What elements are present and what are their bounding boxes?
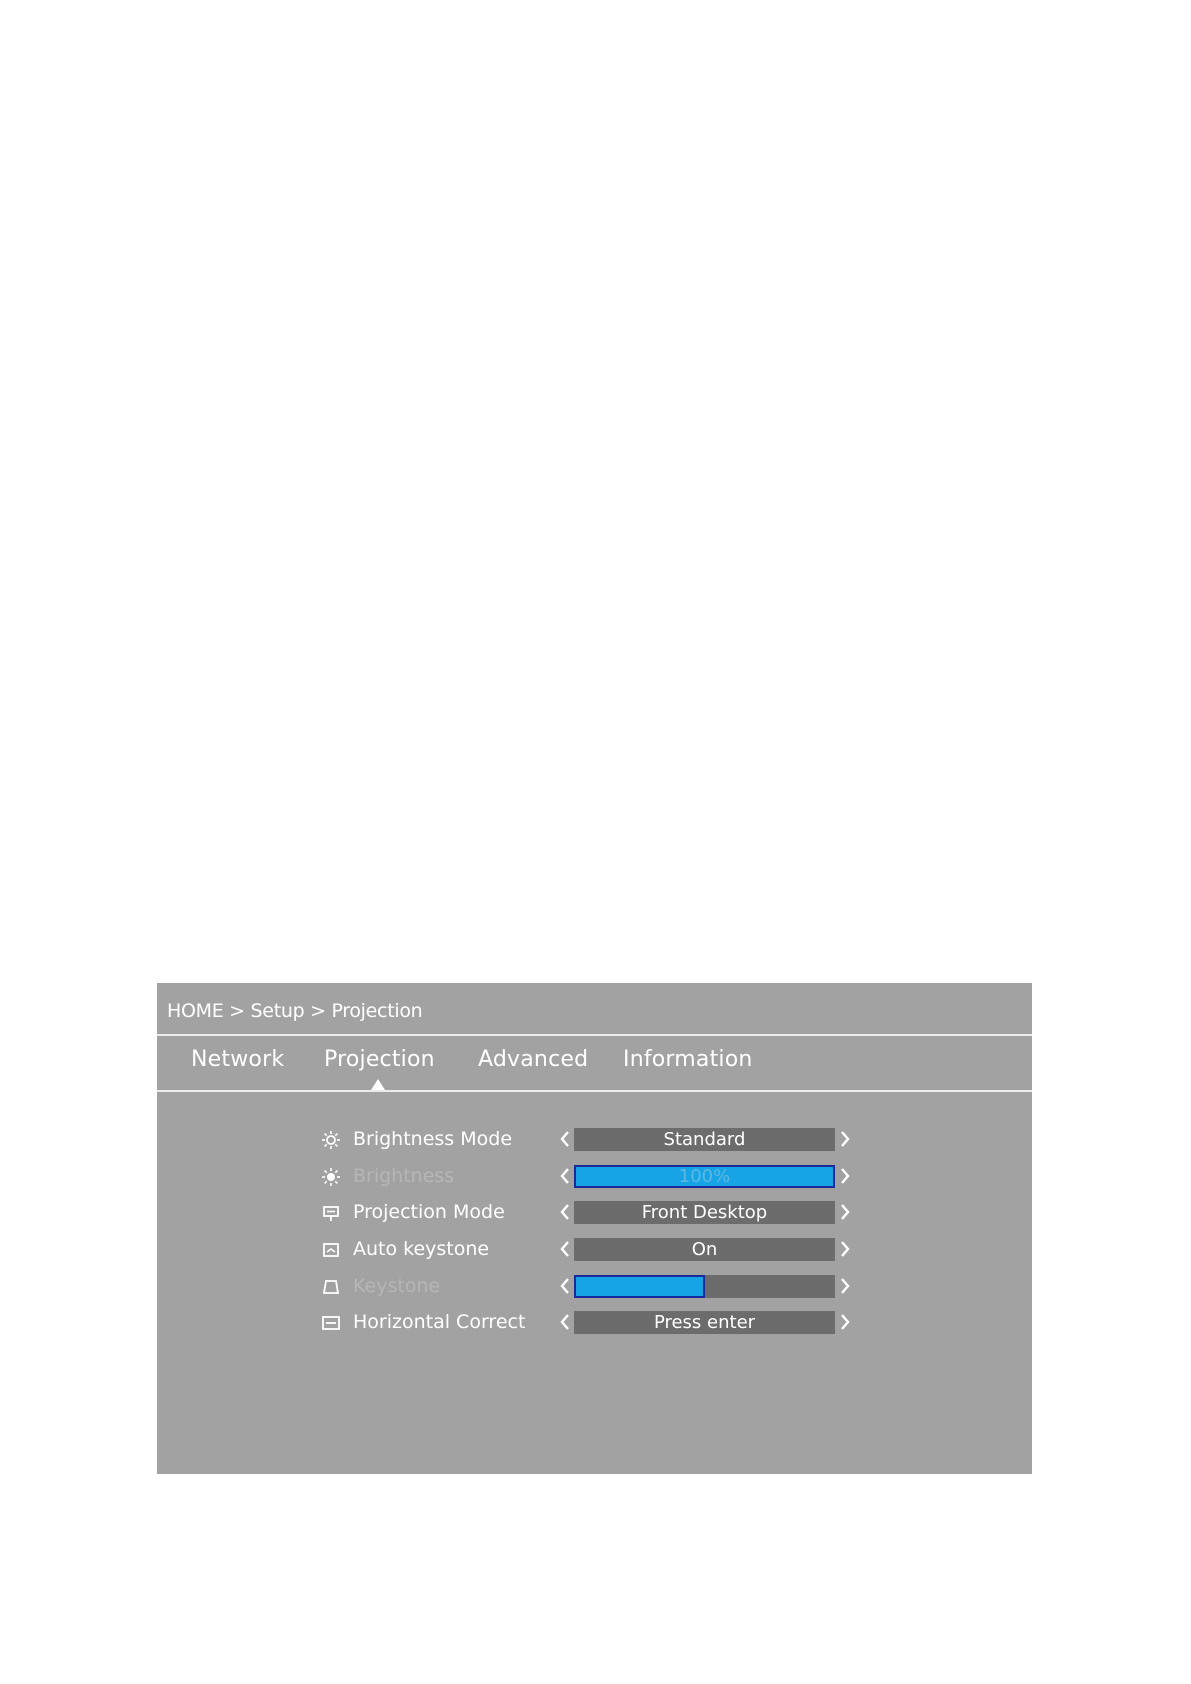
chevron-left-icon[interactable] — [558, 1311, 572, 1333]
setting-value: Front Desktop — [641, 1202, 768, 1223]
tab-advanced[interactable]: Advanced — [478, 1047, 589, 1072]
setting-row-projection-mode[interactable] — [157, 1200, 1032, 1226]
setting-label: Keystone — [353, 1275, 441, 1297]
chevron-right-icon[interactable] — [838, 1201, 852, 1223]
tab-network[interactable]: Network — [191, 1047, 285, 1072]
setting-label: Horizontal Correct — [353, 1311, 526, 1333]
chevron-left-icon[interactable] — [558, 1238, 572, 1260]
tab-projection[interactable]: Projection — [324, 1047, 435, 1072]
slider-value: 100% — [678, 1166, 731, 1187]
setting-value: Standard — [663, 1129, 746, 1150]
brightness-slider[interactable] — [574, 1165, 835, 1188]
tabs-divider — [157, 1090, 1032, 1092]
setting-label: Auto keystone — [353, 1238, 490, 1260]
setting-row-auto-keystone[interactable] — [157, 1237, 1032, 1263]
projection-mode-value[interactable] — [574, 1201, 835, 1224]
header-divider — [157, 1034, 1032, 1036]
chevron-right-icon[interactable] — [838, 1128, 852, 1150]
setting-label: Brightness — [353, 1165, 455, 1187]
horizontal-correct-icon — [321, 1313, 341, 1333]
brightness-mode-value[interactable] — [574, 1128, 835, 1151]
horizontal-correct-value[interactable] — [574, 1311, 835, 1334]
keystone-icon — [321, 1240, 341, 1260]
slider-fill — [574, 1275, 705, 1298]
projector-icon — [321, 1203, 341, 1223]
chevron-right-icon[interactable] — [838, 1165, 852, 1187]
chevron-right-icon[interactable] — [838, 1275, 852, 1297]
sun-icon — [321, 1167, 341, 1187]
setting-row-brightness[interactable] — [157, 1164, 1032, 1190]
breadcrumb: HOME > Setup > Projection — [167, 1000, 423, 1022]
setting-row-keystone[interactable] — [157, 1274, 1032, 1300]
auto-keystone-value[interactable] — [574, 1238, 835, 1261]
chevron-left-icon[interactable] — [558, 1165, 572, 1187]
chevron-left-icon[interactable] — [558, 1275, 572, 1297]
keystone-slider[interactable] — [574, 1275, 835, 1298]
setting-row-horizontal-correct[interactable] — [157, 1310, 1032, 1336]
setting-row-brightness-mode[interactable] — [157, 1127, 1032, 1153]
chevron-left-icon[interactable] — [558, 1128, 572, 1150]
projector-settings-screen — [157, 983, 1032, 1474]
chevron-right-icon[interactable] — [838, 1238, 852, 1260]
setting-label: Projection Mode — [353, 1201, 505, 1223]
tab-information[interactable]: Information — [623, 1047, 753, 1072]
setting-value: On — [691, 1239, 718, 1260]
sun-icon — [321, 1130, 341, 1150]
setting-label: Brightness Mode — [353, 1128, 513, 1150]
selected-tab-indicator — [371, 1079, 385, 1090]
trapezoid-icon — [321, 1277, 341, 1297]
chevron-right-icon[interactable] — [838, 1311, 852, 1333]
setting-value: Press enter — [653, 1312, 756, 1333]
chevron-left-icon[interactable] — [558, 1201, 572, 1223]
